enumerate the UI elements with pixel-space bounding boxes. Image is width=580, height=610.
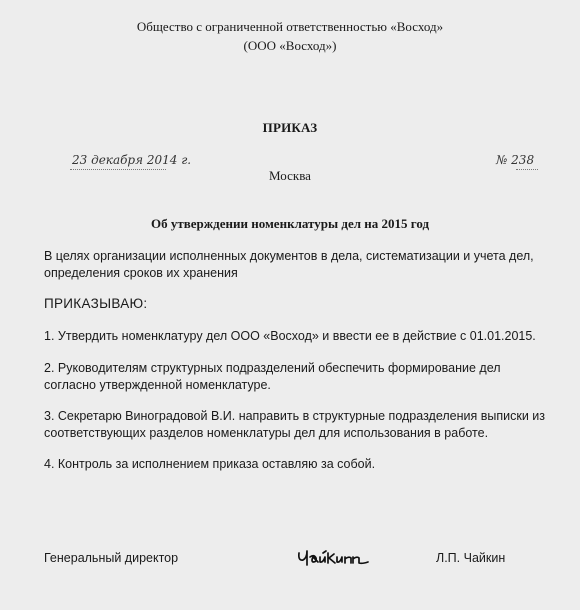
order-heading: ПРИКАЗЫВАЮ:: [44, 296, 148, 311]
organization-short-name: (ООО «Восход»): [243, 38, 337, 53]
document-date: 23 декабря 2014 г.: [72, 153, 192, 167]
order-item-4: 4. Контроль за исполнением приказа оставляю за собой.: [44, 457, 376, 471]
signatory-position: Генеральный директор: [44, 551, 179, 565]
handwritten-signature: [296, 545, 372, 571]
document-title: ПРИКАЗ: [262, 120, 318, 135]
organization-full-name: Общество с ограниченной ответственностью «Восход»: [136, 19, 444, 34]
document-number: № 238: [496, 153, 535, 167]
order-item-1: 1. Утвердить номенклатуру дел ООО «Восход» и ввести ее в действие с 01.01.2015.: [44, 329, 536, 343]
preamble-paragraph: В целях организации исполненных документов в дела, систематизации и учета дел, определения сроков их хранения: [44, 249, 534, 280]
document-city: Москва: [269, 168, 311, 183]
document-subject: Об утверждении номенклатуры дел на 2015 год: [150, 216, 430, 231]
order-item-2: 2. Руководителям структурных подразделений обеспечить формирование дел согласно утвержденной номенклатуре.: [44, 361, 501, 392]
order-item-3: 3. Секретарю Виноградовой В.И. направить в структурные подразделения выписки из соответствующих разделов номенклатуры дел для использования в работе.: [44, 409, 545, 440]
signatory-name: Л.П. Чайкин: [436, 551, 506, 565]
